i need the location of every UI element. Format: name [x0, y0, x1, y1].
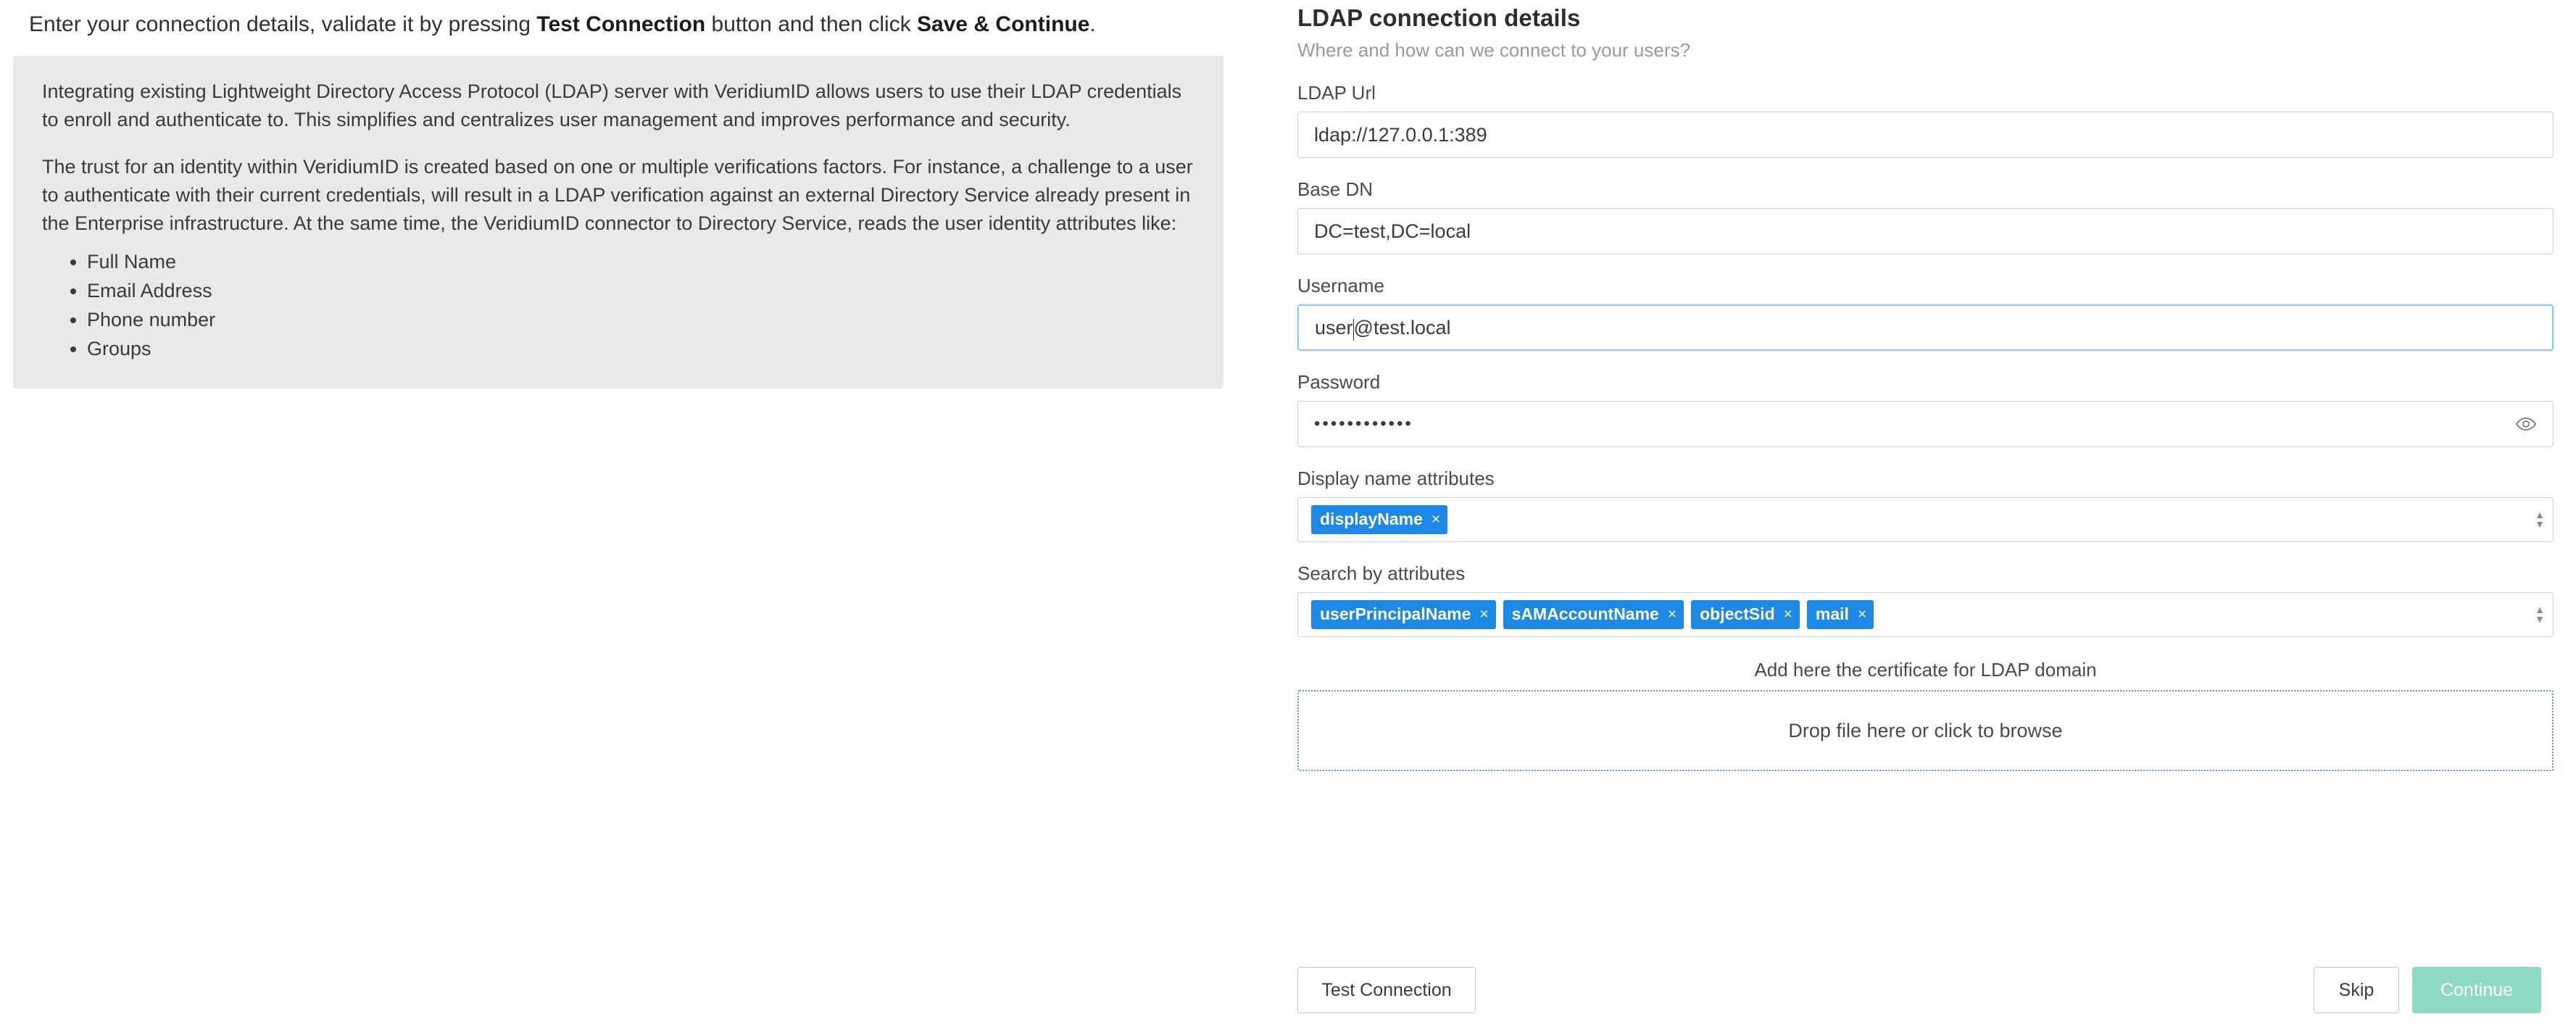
info-paragraph-2: The trust for an identity within VeridiumID is created based on one or multiple verifications factors. For instance, a challenge to a user to authenticate with their current credentials, will result in a LDAP verification against an external Directory Service already present in the Enterprise infrastructure. At the same time, the VeridiumID connector to Directory Service, reads the user identity attributes like:: [42, 155, 1193, 235]
display-name-attributes-label: Display name attributes: [1297, 467, 1495, 489]
attribute-list: [42, 248, 1194, 364]
field-base-dn: [1297, 178, 2559, 254]
chevron-down-icon[interactable]: ▼: [2535, 613, 2545, 625]
list-item: • Email Address: [87, 277, 1194, 306]
instruction-part-1: Enter your connection details, validate it by pressing: [29, 12, 537, 36]
password-input[interactable]: [1297, 401, 2554, 447]
tag-chip[interactable]: [1691, 600, 1800, 629]
chevron-down-icon[interactable]: ▼: [2535, 518, 2545, 530]
instruction-text: [13, 10, 1252, 40]
ldap-url-value: ldap://127.0.0.1:389: [1314, 123, 1487, 146]
ldap-connection-form: [1297, 4, 2559, 771]
info-paragraph-1: Integrating existing Lightweight Directory Access Protocol (LDAP) server with VeridiumID allows users to use their LDAP credentials to enroll and authenticate to. This simplifies and centralizes user management and improves performance and security.: [42, 80, 1182, 130]
username-value-before-caret: user: [1315, 316, 1353, 338]
remove-tag-icon[interactable]: ×: [1667, 605, 1677, 623]
info-panel: [13, 56, 1223, 389]
tag-label: userPrincipalName: [1320, 604, 1471, 623]
tag-chip[interactable]: [1311, 505, 1447, 534]
remove-tag-icon[interactable]: ×: [1479, 605, 1489, 623]
left-column: [13, 10, 1252, 388]
skip-button[interactable]: Skip: [2314, 967, 2399, 1013]
username-input[interactable]: [1297, 304, 2554, 351]
test-connection-button[interactable]: Test Connection: [1297, 967, 1476, 1013]
instruction-bold-test-connection: Test Connection: [536, 12, 706, 36]
password-value: ••••••••••••: [1314, 414, 1413, 433]
continue-button[interactable]: Continue: [2412, 967, 2541, 1013]
tag-chip[interactable]: [1503, 600, 1684, 629]
remove-tag-icon[interactable]: ×: [1857, 605, 1867, 623]
password-label: Password: [1297, 371, 1381, 393]
remove-tag-icon[interactable]: ×: [1431, 510, 1441, 528]
chevron-up-icon[interactable]: ▲: [2535, 509, 2545, 520]
dropzone-text: Drop file here or click to browse: [1788, 719, 2063, 741]
certificate-dropzone[interactable]: [1297, 690, 2554, 771]
field-display-name-attributes: [1297, 467, 2559, 542]
tag-label: objectSid: [1700, 604, 1775, 623]
list-item: • Phone number: [87, 306, 1194, 335]
list-item: • Full Name: [87, 248, 1194, 277]
certificate-label: Add here the certificate for LDAP domain: [1754, 659, 2097, 681]
page-subtitle: Where and how can we connect to your users?: [1297, 39, 1690, 61]
field-search-by-attributes: [1297, 562, 2559, 637]
page-title: LDAP connection details: [1297, 4, 1581, 31]
ldap-url-label: LDAP Url: [1297, 82, 1376, 104]
instruction-bold-save-continue: Save & Continue: [917, 12, 1090, 36]
field-ldap-url: [1297, 82, 2559, 158]
instruction-part-2: button and then click: [705, 12, 918, 36]
tag-label: mail: [1815, 604, 1849, 623]
form-actions: [1297, 967, 2559, 1013]
base-dn-label: Base DN: [1297, 178, 1374, 200]
tag-label: sAMAccountName: [1511, 604, 1659, 623]
eye-icon[interactable]: [2515, 413, 2537, 435]
display-name-attributes-input[interactable]: [1297, 497, 2554, 542]
chevron-up-icon[interactable]: ▲: [2535, 604, 2545, 615]
base-dn-input[interactable]: [1297, 208, 2554, 254]
search-by-attributes-input[interactable]: [1297, 592, 2554, 637]
tag-chip[interactable]: [1807, 600, 1874, 629]
remove-tag-icon[interactable]: ×: [1783, 605, 1792, 623]
tag-label: displayName: [1320, 510, 1423, 528]
username-value-after-caret: @test.local: [1353, 316, 1451, 338]
instruction-part-3: .: [1089, 12, 1096, 36]
ldap-url-input[interactable]: [1297, 112, 2554, 158]
stepper-control[interactable]: [2533, 599, 2547, 631]
stepper-control[interactable]: [2533, 504, 2547, 536]
base-dn-value: DC=test,DC=local: [1314, 220, 1471, 242]
username-label: Username: [1297, 275, 1384, 296]
field-username: [1297, 275, 2559, 351]
tag-chip[interactable]: [1311, 600, 1496, 629]
list-item: • Groups: [87, 335, 1194, 364]
field-password: [1297, 371, 2559, 447]
search-by-attributes-label: Search by attributes: [1297, 562, 1466, 584]
